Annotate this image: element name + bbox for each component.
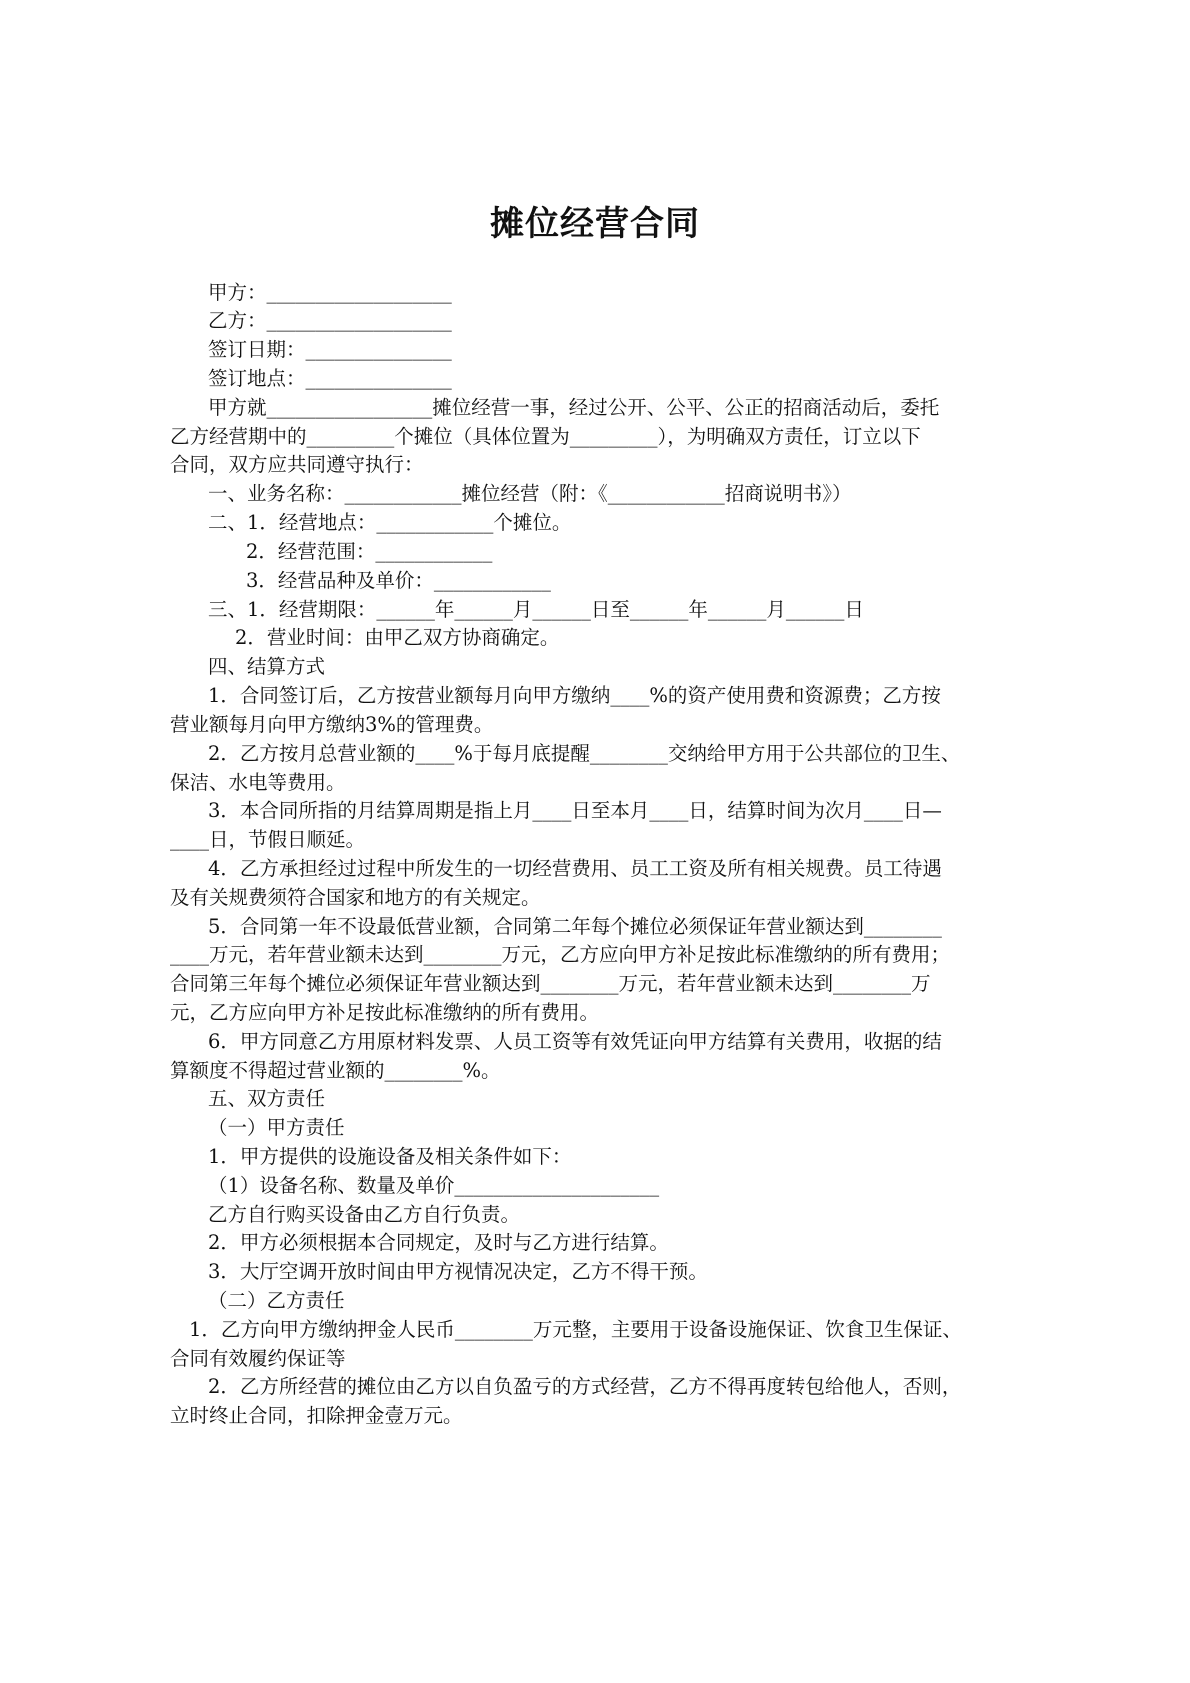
clause-line: 保洁、水电等费用。 xyxy=(170,771,346,794)
clause-line: 营业额每月向甲方缴纳3%的管理费。 xyxy=(170,713,494,736)
clause-line: 合同有效履约保证等 xyxy=(170,1347,346,1370)
paragraph-line: 甲方就_________________摊位经营一事，经过公开、公平、公正的招商活动后，委托 xyxy=(208,396,940,419)
clause-line: ____日，节假日顺延。 xyxy=(170,828,366,851)
clause-line: 2．营业时间：由甲乙双方协商确定。 xyxy=(235,626,560,649)
party-a-line: 甲方：___________________ xyxy=(208,281,452,304)
clause-line: 1．乙方向甲方缴纳押金人民币________万元整，主要用于设备设施保证、饮食卫生保证、 xyxy=(189,1318,962,1341)
clause-line: 合同第三年每个摊位必须保证年营业额达到________万元，若年营业额未达到________万 xyxy=(170,972,931,995)
clause-line: （1）设备名称、数量及单价_____________________ xyxy=(208,1174,660,1197)
clause-line: 1．甲方提供的设施设备及相关条件如下： xyxy=(208,1145,572,1168)
paragraph-line: 合同，双方应共同遵守执行： xyxy=(170,453,424,476)
signing-place-line: 签订地点：_______________ xyxy=(208,367,452,390)
clause-line: 及有关规费须符合国家和地方的有关规定。 xyxy=(170,886,541,909)
clause-line: 2．甲方必须根据本合同规定，及时与乙方进行结算。 xyxy=(208,1231,669,1254)
section-heading: 三、1．经营期限：______年______月______日至______年______月______日 xyxy=(208,598,864,621)
paragraph-line: 乙方经营期中的_________个摊位（具体位置为_________），为明确双方责任，订立以下 xyxy=(170,425,921,448)
clause-line: 立时终止合同，扣除押金壹万元。 xyxy=(170,1404,463,1427)
clause-line: 6．甲方同意乙方用原材料发票、人员工资等有效凭证向甲方结算有关费用，收据的结 xyxy=(208,1030,942,1053)
clause-line: 2．经营范围：____________ xyxy=(246,540,493,563)
clause-line: 2．乙方所经营的摊位由乙方以自负盈亏的方式经营，乙方不得再度转包给他人，否则， xyxy=(208,1375,962,1398)
section-heading: 一、业务名称：____________摊位经营（附：《____________招商说明书》） xyxy=(208,482,852,505)
subsection-heading: （一）甲方责任 xyxy=(208,1116,345,1139)
document-title: 摊位经营合同 xyxy=(490,204,700,244)
subsection-heading: （二）乙方责任 xyxy=(208,1289,345,1312)
clause-line: 5．合同第一年不设最低营业额，合同第二年每个摊位必须保证年营业额达到________ xyxy=(208,915,942,938)
clause-line: ____万元，若年营业额未达到________万元，乙方应向甲方补足按此标准缴纳的所有费用； xyxy=(170,943,951,966)
clause-line: 3．大厅空调开放时间由甲方视情况决定，乙方不得干预。 xyxy=(208,1260,708,1283)
section-heading: 二、1．经营地点：____________个摊位。 xyxy=(208,511,572,534)
clause-line: 4．乙方承担经过过程中所发生的一切经营费用、员工工资及所有相关规费。员工待遇 xyxy=(208,857,942,880)
clause-line: 算额度不得超过营业额的________%。 xyxy=(170,1059,501,1082)
clause-line: 乙方自行购买设备由乙方自行负责。 xyxy=(208,1203,521,1226)
clause-line: 1．合同签订后，乙方按营业额每月向甲方缴纳____%的资产使用费和资源费；乙方按 xyxy=(208,684,941,707)
clause-line: 3．经营品种及单价：____________ xyxy=(246,569,551,592)
clause-line: 元，乙方应向甲方补足按此标准缴纳的所有费用。 xyxy=(170,1001,600,1024)
signing-date-line: 签订日期：_______________ xyxy=(208,338,452,361)
clause-line: 3．本合同所指的月结算周期是指上月____日至本月____日，结算时间为次月____日— xyxy=(208,799,942,822)
clause-line: 2．乙方按月总营业额的____%于每月底提醒________交纳给甲方用于公共部位的卫生、 xyxy=(208,742,961,765)
section-heading: 五、双方责任 xyxy=(208,1087,326,1110)
section-heading: 四、结算方式 xyxy=(208,655,326,678)
party-b-line: 乙方：___________________ xyxy=(208,309,452,332)
